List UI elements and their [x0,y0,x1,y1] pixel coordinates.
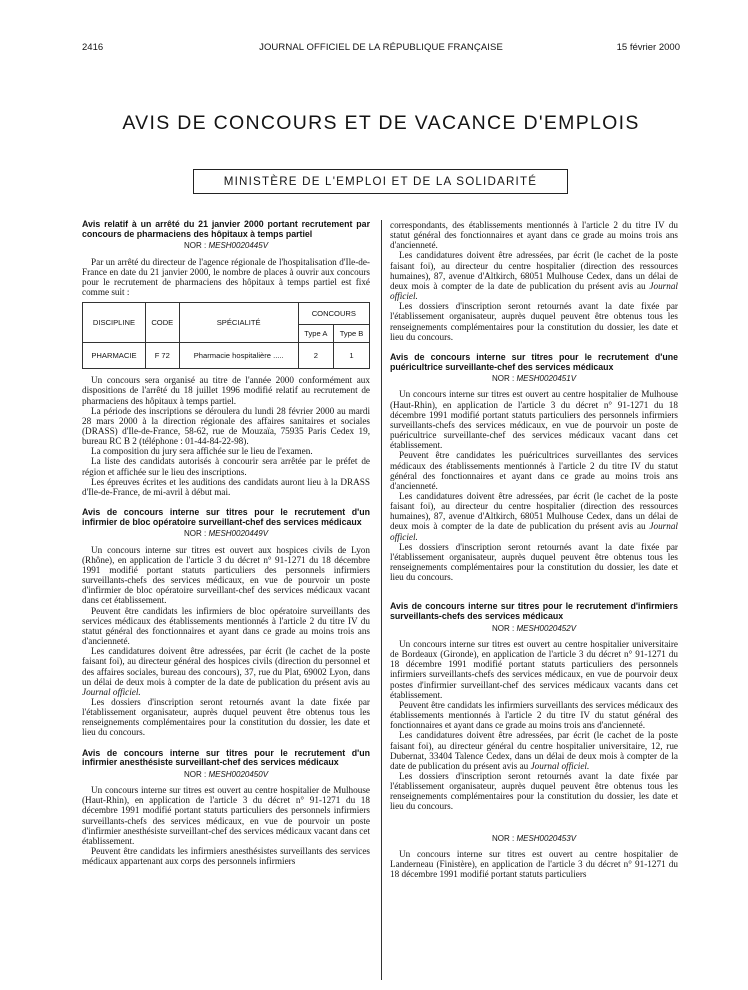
notice-title-surveillants-chefs: Avis de concours interne sur titres pour le recrutement d'infirmiers surveillants-chefs des services médicaux [390,601,678,622]
paragraph: Peuvent être candidats les infirmiers de bloc opératoire surveillants des services médicaux des établissements mentionnés à l'article 2 du titre IV du statut général des fonctionnaires et ayant dans ce grade au moins trois ans d'ancienneté. [82,605,370,647]
table-header-code: CODE [145,303,179,343]
table-row [83,343,370,369]
ministry-box: MINISTÈRE DE L'EMPLOI ET DE LA SOLIDARITÉ [193,169,568,194]
table-header-specialite: SPÉCIALITÉ [179,303,298,343]
paragraph: Peuvent être candidats les infirmiers surveillants des services médicaux des établissements mentionnés à l'article 2 du titre IV du statut général des fonctionnaires et ayant dans ce grade au moins trois ans d'ancienneté. [390,699,678,731]
page-header [82,42,680,56]
nor-reference: NOR : MESH0020453V [491,833,577,843]
paragraph: Les candidatures doivent être adressées, par écrit (le cachet de la poste faisant foi), au directeur général des hospices civils (direction du personnel et des affaires sociales, bureau des concours), 37, rue du Plat, 69002 Lyon, dans un délai de deux mois à compter de la date de publication du présent avis au Journal officiel. [82,646,370,697]
left-column [82,220,370,866]
journal-title: JOURNAL OFFICIEL DE LA RÉPUBLIQUE FRANÇAISE [259,42,503,53]
table-header-discipline: DISCIPLINE [83,303,146,343]
paragraph: Un concours sera organisé au titre de l'année 2000 conformément aux dispositions de l'arrêté du 18 juillet 1996 modifié relatif au recrutement de pharmaciens des hôpitaux à temps partiel. [82,375,370,406]
paragraph: Peuvent être candidates les puéricultrices surveillantes des services médicaux des établissements mentionnés à l'article 2 du titre IV du statut général des fonctionnaires et ayant dans ce grade au moins trois ans d'ancienneté. [390,450,678,491]
paragraph: Un concours interne sur titres est ouvert au centre hospitalier universitaire de Bordeaux (Gironde), en application de l'article 3 du décret n° 91-1271 du 18 décembre 1991 modifié portant statuts particuliers des personnels infirmiers surveillants-chefs des services médicaux, en vue de pourvoir deux postes d'infirmier surveillant-chef des services médicaux vacants dans cet établissement. [390,638,678,700]
nor-reference: NOR : MESH0020450V [183,770,269,779]
paragraph: Les dossiers d'inscription seront retournés avant la date fixée par l'établissement organisateur, auprès duquel peuvent être obtenus tous les renseignements complémentaires pour la constitution du dossier, les date et lieu du concours. [390,301,678,342]
nor-reference: NOR : MESH0020445V [183,241,269,251]
page-number: 2416 [82,42,104,53]
nor-reference: NOR : MESH0020452V [491,623,577,633]
table-header-concours: CONCOURS [298,303,369,325]
places-table [82,302,370,369]
paragraph: La composition du jury sera affichée sur le lieu de l'examen. [91,446,313,457]
paragraph: Un concours interne sur titres est ouvert au centre hospitalier de Mulhouse (Haut-Rhin), en application de l'article 3 du décret n° 91-1271 du 18 décembre 1991 modifié portant statuts particuliers des personnels infirmiers surveillants-chefs des services médicaux, en vue de pourvoir un poste de puéricultrice surveillante-chef des services médicaux vacant dans cet établissement. [390,389,678,451]
notice-title-pharmaciens: Avis relatif à un arrêté du 21 janvier 2000 portant recrutement par concours de pharmaciens des hôpitaux à temps partiel [82,219,370,239]
main-title: AVIS DE CONCOURS ET DE VACANCE D'EMPLOIS [122,112,640,134]
paragraph: La période des inscriptions se déroulera du lundi 28 février 2000 au mardi 28 mars 2000 à la direction régionale des affaires sanitaires et sociales (DRASS) d'Ile-de-France, 58-62, rue de Mouzaïa, 75935 Paris Cedex 19, bureau RC B 2 (téléphone : 01-44-84-22-98). [82,405,370,447]
paragraph: Les dossiers d'inscription seront retournés avant la date fixée par l'établissement organisateur, auprès duquel peuvent être obtenus tous les renseignements complémentaires pour la constitution du dossier, les date et lieu du concours. [82,696,370,738]
right-column [390,220,678,879]
paragraph: Les épreuves écrites et les auditions des candidats auront lieu à la DRASS d'Ile-de-France, de mi-avril à début mai. [82,476,370,497]
table-cell-type-b: 1 [334,343,370,369]
paragraph: Les candidatures doivent être adressées, par écrit (le cachet de la poste faisant foi), au directeur du centre hospitalier (direction des ressources humaines), 87, avenue d'Altkirch, 68051 Mulhouse Cedex, dans un délai de deux mois à compter de la date de publication du présent avis au Journal officiel. [390,250,678,302]
table-cell-specialite: Pharmacie hospitalière ..... [179,343,298,369]
paragraph: Les dossiers d'inscription seront retournés avant la date fixée par l'établissement organisateur, auprès duquel peuvent être obtenus tous les renseignements complémentaires pour la constitution du dossier, les date et lieu du concours. [390,541,678,583]
table-cell-code: F 72 [145,343,179,369]
notice-title-anesthesiste: Avis de concours interne sur titres pour le recrutement d'un infirmier anesthésiste surveillant-chef des services médicaux [82,747,370,768]
table-cell-type-a: 2 [298,343,333,369]
notice-title-puericultrice: Avis de concours interne sur titres pour le recrutement d'une puéricultrice surveillante-chef des services médicaux [390,351,678,372]
paragraph: Un concours interne sur titres est ouvert aux hospices civils de Lyon (Rhône), en application de l'article 3 du décret n° 91-1271 du 18 décembre 1991 modifié portant statuts particuliers des personnels infirmiers surveillants-chefs des services médicaux, en vue de pourvoir un poste d'infirmier de bloc opératoire surveillant-chef des services médicaux vacant dans cet établissement. [82,544,370,606]
table-cell-discipline: PHARMACIE [83,343,146,369]
table-header-type-a: Type A [298,325,333,343]
notice-title-bloc-operatoire: Avis de concours interne sur titres pour le recrutement d'un infirmier de bloc opératoire surveillant-chef des services médicaux [82,507,370,527]
paragraph: Les dossiers d'inscription seront retournés avant la date fixée par l'établissement organisateur, auprès duquel peuvent être obtenus tous les renseignements complémentaires pour la constitution du dossier, les date et lieu du concours. [390,771,678,812]
table-header-type-b: Type B [334,325,370,343]
paragraph: Un concours interne sur titres est ouvert au centre hospitalier de Landerneau (Finistère), en application de l'article 3 du décret n° 91-1271 du 18 décembre 1991 modifié portant statuts particuliers [390,848,678,880]
paragraph: Peuvent être candidats les infirmiers anesthésistes surveillants des services médicaux appartenant aux corps des personnels infirmiers [82,846,370,867]
paragraph: Par un arrêté du directeur de l'agence régionale de l'hospitalisation d'Ile-de-France en date du 21 janvier 2000, le nombre de places à ouvrir aux concours pour le recrutement de pharmaciens des hôpitaux à temps partiel est fixé comme suit : [82,256,370,298]
paragraph: correspondants, des établissements mentionnés à l'article 2 du titre IV du statut général des fonctionnaires et ayant dans ce grade au moins trois ans d'ancienneté. [390,220,678,251]
paragraph: La liste des candidats autorisés à concourir sera arrêtée par le préfet de région et affichée sur le lieu des inscriptions. [82,456,370,477]
nor-reference: NOR : MESH0020451V [491,374,577,384]
paragraph: Les candidatures doivent être adressées, par écrit (le cachet de la poste faisant foi), au directeur du centre hospitalier (direction des ressources humaines), 87, avenue d'Altkirch, 68051 Mulhouse Cedex, dans un délai de deux mois à compter de la date de publication du présent avis au Journal officiel. [390,491,678,542]
paragraph: Les candidatures doivent être adressées, par écrit (le cachet de la poste faisant foi), au directeur général du centre hospitalier universitaire, 12, rue Dubernat, 33404 Talence Cedex, dans un délai de deux mois à compter de la date de publication du présent avis au Journal officiel. [390,730,678,771]
nor-reference: NOR : MESH0020449V [183,529,269,539]
paragraph: Un concours interne sur titres est ouvert au centre hospitalier de Mulhouse (Haut-Rhin), en application de l'article 3 du décret n° 91-1271 du 18 décembre 1991 modifié portant statuts particuliers des personnels infirmiers surveillants-chefs des services médicaux, en vue de pourvoir un poste d'infirmier anesthésiste surveillant-chef des services médicaux vacant dans cet établissement. [82,785,370,846]
column-divider [381,220,382,980]
issue-date: 15 février 2000 [616,42,680,53]
